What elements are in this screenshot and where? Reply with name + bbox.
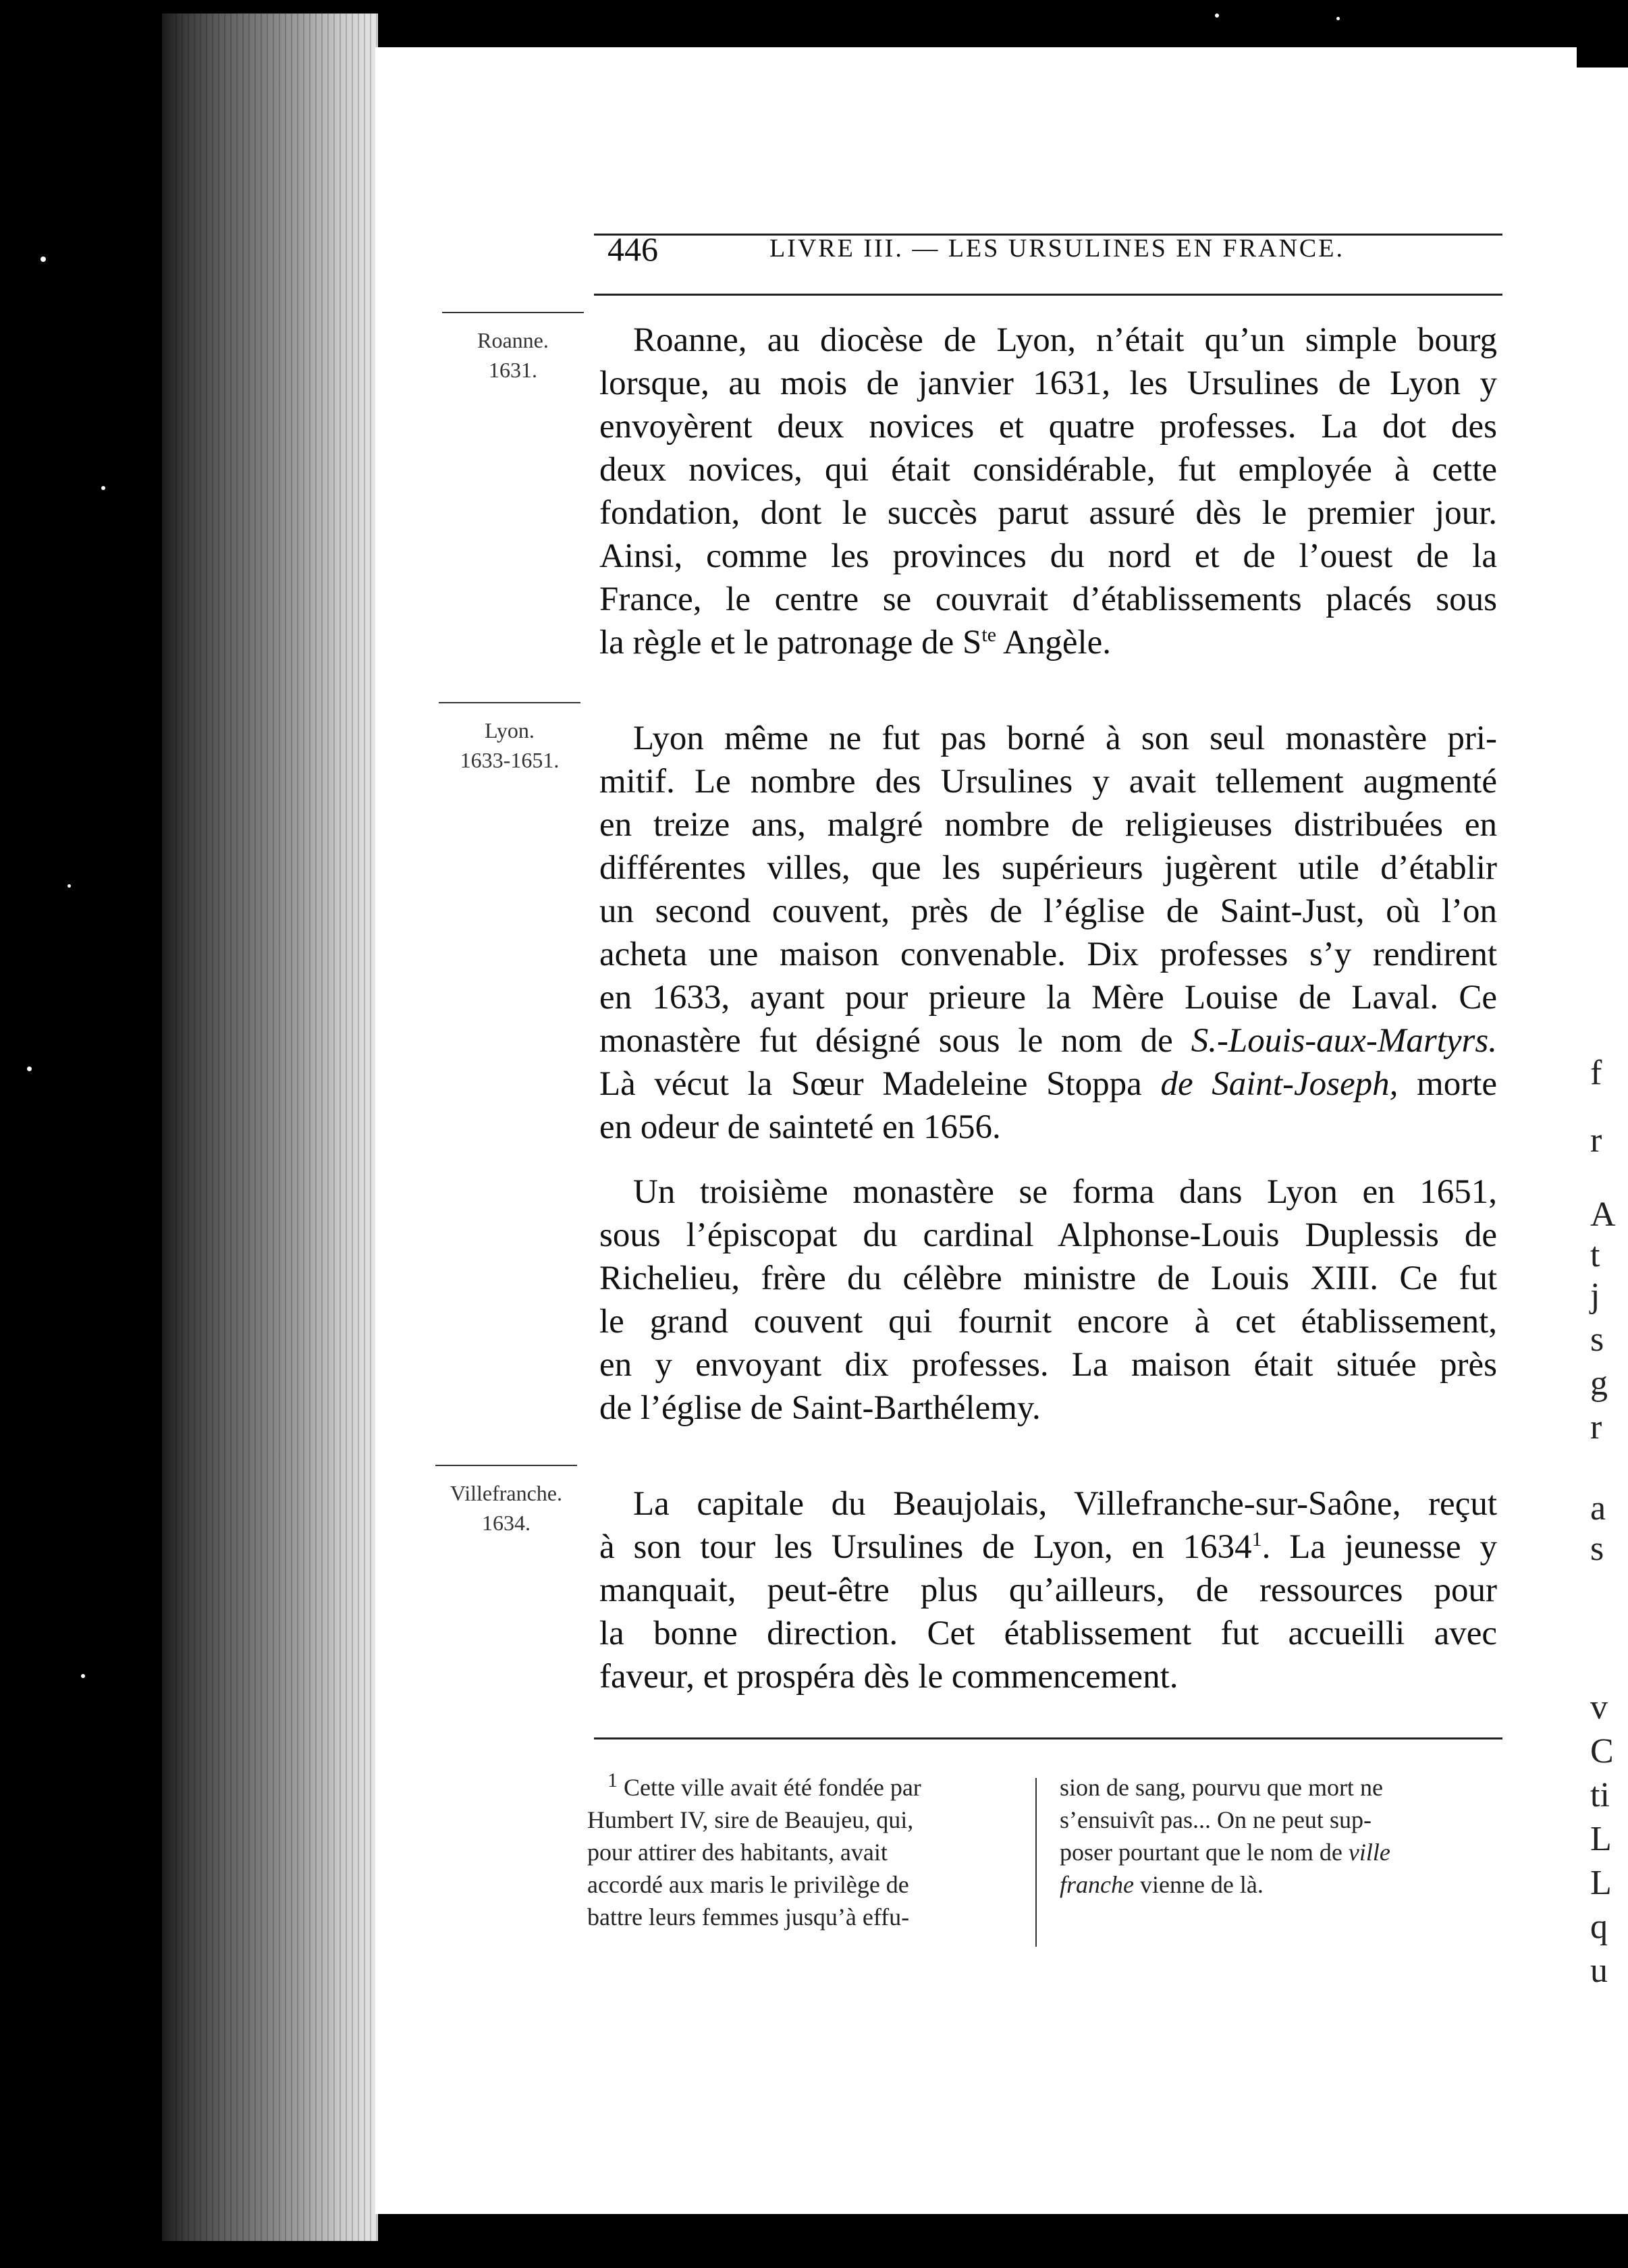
- text-line: Lyon même ne fut pas borné à son seul monastère pri-: [633, 720, 1497, 757]
- footnote-line: s’ensuivît pas... On ne peut sup-: [1060, 1806, 1372, 1833]
- text-run: Là vécut la Sœur Madeleine Stoppa: [599, 1065, 1161, 1103]
- text-run: à son tour les Ursulines de Lyon, en 1634: [599, 1528, 1252, 1566]
- page-number: 446: [607, 230, 658, 268]
- scan-speck: [27, 1066, 32, 1071]
- facing-fragment: u: [1590, 1951, 1608, 1990]
- text-run: Cette ville avait été fondée par: [618, 1774, 921, 1801]
- facing-fragment: s: [1590, 1320, 1604, 1359]
- footnote-right-column: [1060, 1771, 1492, 1901]
- footnote-column-divider: [1035, 1778, 1037, 1947]
- facing-fragment: r: [1590, 1121, 1602, 1160]
- page-edge-lines: [175, 14, 378, 2241]
- text-line: manquait, peut-être plus qu’ailleurs, de ressources pour: [599, 1571, 1497, 1609]
- text-line: France, le centre se couvrait d’établissements placés sous: [599, 580, 1497, 618]
- paragraph-lyon-third: [599, 1170, 1497, 1430]
- footnote-ref[interactable]: 1: [1251, 1528, 1262, 1550]
- facing-page-strip: [1577, 68, 1628, 2214]
- text-line: la bonne direction. Cet établissement fut accueilli avec: [599, 1615, 1497, 1652]
- footnote-line: [1060, 1868, 1492, 1901]
- text-line: acheta une maison convenable. Dix professes s’y rendirent: [599, 936, 1497, 973]
- margin-date: 1631.: [489, 358, 537, 382]
- text-line: un second couvent, près de l’église de Saint-Just, où l’on: [599, 892, 1497, 930]
- scan-speck: [1336, 17, 1340, 20]
- text-line: en odeur de sainteté en 1656.: [599, 1108, 1001, 1146]
- margin-note-roanne: [439, 312, 587, 385]
- scan-speck: [1215, 14, 1219, 18]
- text-line: Ainsi, comme les provinces du nord et de l’ouest de la: [599, 537, 1497, 575]
- margin-date: 1633-1651.: [460, 748, 560, 772]
- facing-fragment: a: [1590, 1489, 1606, 1528]
- margin-note-villefranche: [432, 1465, 580, 1538]
- text-line: deux novices, qui était considérable, fut employée à cette: [599, 451, 1497, 489]
- margin-place: Roanne.: [477, 328, 549, 352]
- text-run: poser pourtant que le nom de: [1060, 1839, 1349, 1866]
- text-line: fondation, dont le succès parut assuré dès le premier jour.: [599, 494, 1497, 532]
- footnote-left-column: [587, 1771, 1019, 1933]
- footnote-line: sion de sang, pourvu que mort ne: [1060, 1774, 1383, 1801]
- text-run: . La jeunesse y: [1261, 1528, 1497, 1566]
- paragraph-lyon: [599, 717, 1497, 1149]
- text-line: envoyèrent deux novices et quatre professes. La dot des: [599, 408, 1497, 446]
- facing-fragment: A: [1590, 1195, 1616, 1234]
- footnote-line: [587, 1771, 1019, 1804]
- facing-fragment: s: [1590, 1530, 1604, 1568]
- italic-run: S.-Louis-aux-Martyrs.: [1191, 1022, 1497, 1060]
- facing-fragment: L: [1590, 1820, 1612, 1858]
- footnote-line: [1060, 1836, 1492, 1868]
- margin-note-lyon: [435, 702, 584, 775]
- margin-rule: [442, 312, 584, 313]
- text-line: de l’église de Saint-Barthélemy.: [599, 1389, 1041, 1427]
- facing-fragment: L: [1590, 1864, 1612, 1902]
- facing-fragment: ti: [1590, 1776, 1610, 1814]
- text-line: La capitale du Beaujolais, Villefranche-sur-Saône, reçut: [633, 1485, 1497, 1523]
- facing-fragment: r: [1590, 1408, 1602, 1447]
- paragraph-villefranche: [599, 1482, 1497, 1698]
- margin-rule: [435, 1465, 577, 1466]
- scan-speck: [67, 884, 71, 888]
- text-line: en y envoyant dix professes. La maison était située près: [599, 1346, 1497, 1384]
- margin-place: Lyon.: [485, 718, 535, 742]
- facing-fragment: C: [1590, 1732, 1614, 1771]
- text-line: le grand couvent qui fournit encore à cet établissement,: [599, 1303, 1497, 1341]
- running-title: LIVRE III. — LES URSULINES EN FRANCE.: [769, 234, 1345, 263]
- scan-speck: [101, 486, 105, 490]
- text-line: Roanne, au diocèse de Lyon, n’était qu’un simple bourg: [633, 321, 1497, 359]
- text-run: la règle et le patronage de S: [599, 624, 982, 662]
- text-line: en 1633, ayant pour prieure la Mère Louise de Laval. Ce: [599, 979, 1497, 1017]
- text-line: en treize ans, malgré nombre de religieuses distribuées en: [599, 806, 1497, 844]
- italic-run: de Saint-Joseph,: [1160, 1065, 1399, 1103]
- text-line: sous l’épiscopat du cardinal Alphonse-Louis Duplessis de: [599, 1216, 1497, 1254]
- text-line: [599, 1526, 1497, 1569]
- scan-speck: [40, 256, 46, 262]
- facing-fragment: g: [1590, 1364, 1608, 1403]
- facing-fragment: t: [1590, 1236, 1600, 1274]
- text-run: Angèle.: [996, 624, 1112, 662]
- text-line: lorsque, au mois de janvier 1631, les Ursulines de Lyon y: [599, 364, 1497, 402]
- text-line: [599, 621, 1497, 664]
- margin-place: Villefranche.: [450, 1481, 562, 1505]
- text-run: monastère fut désigné sous le nom de: [599, 1022, 1191, 1060]
- text-line: Richelieu, frère du célèbre ministre de Louis XIII. Ce fut: [599, 1260, 1497, 1297]
- footnote-marker: 1: [607, 1769, 618, 1791]
- text-line: [599, 1019, 1497, 1062]
- text-line: différentes villes, que les supérieurs jugèrent utile d’établir: [599, 849, 1497, 887]
- footnote-line: accordé aux maris le privilège de: [587, 1871, 909, 1898]
- text-run: morte: [1398, 1065, 1497, 1103]
- facing-fragment: q: [1590, 1908, 1608, 1946]
- text-line: faveur, et prospéra dès le commencement.: [599, 1658, 1178, 1696]
- footnote-line: Humbert IV, sire de Beaujeu, qui,: [587, 1806, 914, 1833]
- facing-fragment: j: [1590, 1276, 1600, 1315]
- paragraph-roanne: [599, 319, 1497, 664]
- text-run: vienne de là.: [1133, 1871, 1264, 1898]
- facing-fragment: v: [1590, 1688, 1608, 1727]
- text-line: [599, 1062, 1497, 1106]
- superscript: te: [981, 624, 997, 646]
- margin-rule: [439, 702, 580, 703]
- text-line: mitif. Le nombre des Ursulines y avait tellement augmenté: [599, 763, 1497, 801]
- italic-run: franche: [1060, 1871, 1134, 1898]
- margin-date: 1634.: [482, 1511, 531, 1535]
- facing-fragment: f: [1590, 1054, 1602, 1092]
- text-line: Un troisième monastère se forma dans Lyon en 1651,: [633, 1173, 1497, 1211]
- footnote-line: battre leurs femmes jusqu’à effu-: [587, 1904, 910, 1931]
- footnote-rule: [594, 1737, 1502, 1739]
- footnote-line: pour attirer des habitants, avait: [587, 1839, 888, 1866]
- scan-speck: [81, 1674, 85, 1678]
- header-rule-bottom: [594, 294, 1502, 296]
- italic-run: ville: [1348, 1839, 1390, 1866]
